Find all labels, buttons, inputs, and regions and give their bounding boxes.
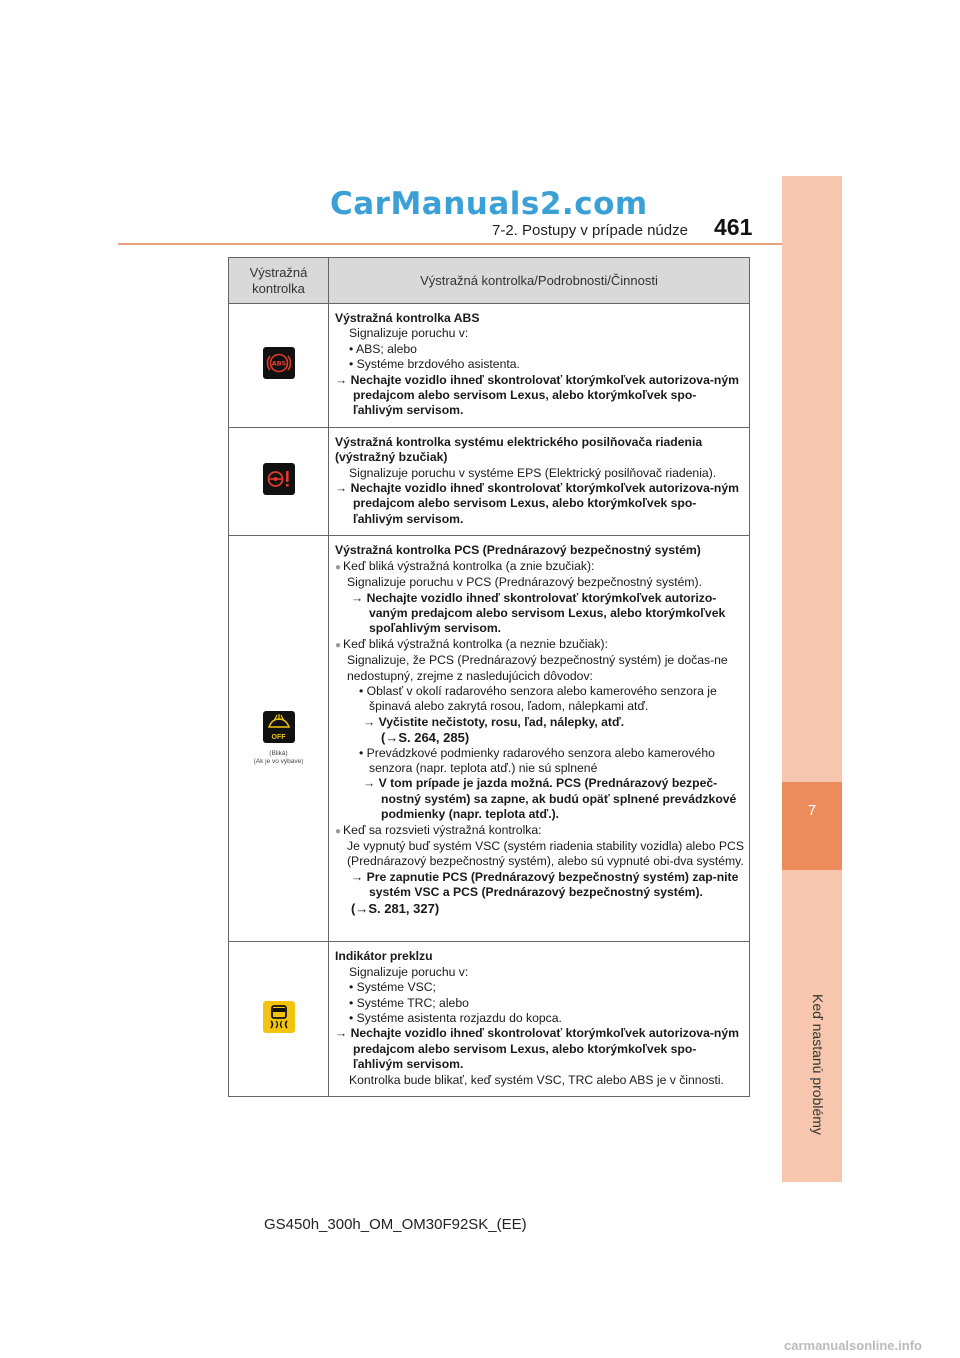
pcs-off-label: OFF (271, 734, 286, 742)
row-title: Výstražná kontrolka ABS (335, 311, 480, 325)
table-row (229, 536, 750, 942)
warning-lights-table (228, 257, 750, 1097)
row-title: Indikátor preklzu (335, 949, 433, 964)
slip-indicator-icon (263, 1001, 295, 1033)
icon-cell (229, 942, 329, 1097)
page-number: 461 (714, 214, 753, 240)
abs-warning-icon (263, 347, 295, 379)
footer-model-code: GS450h_300h_OM_OM30F92SK_(EE) (264, 1216, 527, 1233)
condition-action: → Nechajte vozidlo ihneď skontrolovať ktorýmkoľvek autorizo-vaným predajcom alebo servisom Lexus, alebo ktorýmkoľvek spoľahlivým servisom. (351, 590, 726, 636)
row-title: Výstražná kontrolka systému elektrického posilňovača riadenia (výstražný bzučiak) (335, 434, 703, 465)
watermark-logo: CarManuals2.com (330, 186, 648, 222)
table-row (229, 942, 750, 1097)
chapter-side-tab (782, 176, 842, 1182)
footer-watermark: carmanualsonline.info (784, 1338, 922, 1353)
row-bullet: • Systéme TRC; alebo (349, 995, 469, 1010)
row-line: Signalizuje poruchu v: (349, 964, 469, 979)
row-action: → Nechajte vozidlo ihneď skontrolovať ktorýmkoľvek autorizova-ným predajcom alebo servisom Lexus, alebo ktorýmkoľvek spo-ľahlivým servisom. (335, 481, 739, 526)
row-title: Výstražná kontrolka PCS (Prednárazový bezpečnostný systém) (335, 543, 701, 558)
page-reference: (→S. 264, 285) (381, 730, 470, 746)
table-row (229, 304, 750, 428)
condition-action: → V tom prípade je jazda možná. PCS (Prednárazový bezpeč-nostný systém) sa zapne, ak budú opäť splnené prevádzkové podmienky (napr. teplota atď.). (363, 776, 737, 822)
icon-cell (229, 427, 329, 535)
row-bullet: • Systéme brzdového asistenta. (349, 357, 520, 372)
row-note: Kontrolka bude blikať, keď systém VSC, TRC alebo ABS je v činnosti. (349, 1072, 724, 1087)
row-action: → Nechajte vozidlo ihneď skontrolovať ktorýmkoľvek autorizova-ným predajcom alebo servisom Lexus, alebo ktorýmkoľvek spo-ľahlivým servisom. (335, 372, 739, 418)
icon-cell (229, 536, 329, 942)
eps-warning-icon (263, 463, 295, 495)
condition-text: Signalizuje, že PCS (Prednárazový bezpečnostný systém) je dočas-ne nedostupný, zrejme z nasledujúcich dôvodov: (347, 653, 728, 683)
table-header-row (229, 258, 750, 304)
icon-caption-equipment: (Ak je vo výbave) (253, 758, 304, 766)
row-line: Signalizuje poruchu v: (349, 326, 469, 341)
header-divider (118, 243, 782, 245)
condition-action: → Pre zapnutie PCS (Prednárazový bezpečnostný systém) zap-nite systém VSC a PCS (Prednárazový bezpečnostný systém). (351, 869, 739, 900)
row-line: Signalizuje poruchu v systéme EPS (Elektrický posilňovač riadenia). (349, 465, 717, 480)
svg-text:ABS: ABS (271, 359, 286, 368)
row-bullet: • ABS; alebo (349, 341, 417, 356)
details-cell (329, 304, 750, 428)
condition-item: ● Keď bliká výstražná kontrolka (a neznie bzučiak): (335, 637, 745, 653)
condition-bullet: • Prevádzkové podmienky radarového senzora alebo kamerového senzora (napr. teplota atď.) nie sú splnené (359, 745, 715, 775)
condition-text: Signalizuje poruchu v PCS (Prednárazový bezpečnostný systém). (347, 575, 702, 590)
condition-item: ● Keď bliká výstražná kontrolka (a znie bzučiak): (335, 559, 745, 575)
col-header-details: Výstražná kontrolka/Podrobnosti/Činnosti (329, 258, 750, 304)
page-reference: (→S. 281, 327) (351, 900, 440, 916)
details-cell (329, 942, 750, 1097)
icon-cell (229, 304, 329, 428)
section-title: 7-2. Postupy v prípade núdze (492, 222, 688, 239)
chapter-number: 7 (807, 802, 817, 819)
row-bullet: • Systéme asistenta rozjazdu do kopca. (349, 1010, 562, 1025)
col-header-light: Výstražná kontrolka (229, 258, 329, 304)
chapter-title: Keď nastanú problémy (810, 994, 826, 1135)
condition-bullet: • Oblasť v okolí radarového senzora alebo kamerového senzora je špinavá alebo zakrytá rosou, ľadom, nálepkami atď. (359, 683, 717, 714)
condition-text: Je vypnutý buď systém VSC (systém riadenia stability vozidla) alebo PCS (Prednárazový bezpečnostný systém), alebo sú vypnuté obi-dva systémy. (347, 839, 744, 869)
table-row (229, 427, 750, 535)
pcs-off-icon (263, 711, 295, 743)
condition-item: ● Keď sa rozsvieti výstražná kontrolka: (335, 823, 745, 839)
condition-action: → Vyčistite nečistoty, rosu, ľad, nálepky, atď. (363, 714, 625, 729)
icon-caption-blink: (Bliká) (269, 750, 288, 758)
row-bullet: • Systéme VSC; (349, 980, 436, 995)
details-cell (329, 536, 750, 942)
row-action: → Nechajte vozidlo ihneď skontrolovať ktorýmkoľvek autorizova-ným predajcom alebo servisom Lexus, alebo ktorýmkoľvek spo-ľahlivým servisom. (335, 1026, 739, 1072)
details-cell (329, 427, 750, 535)
